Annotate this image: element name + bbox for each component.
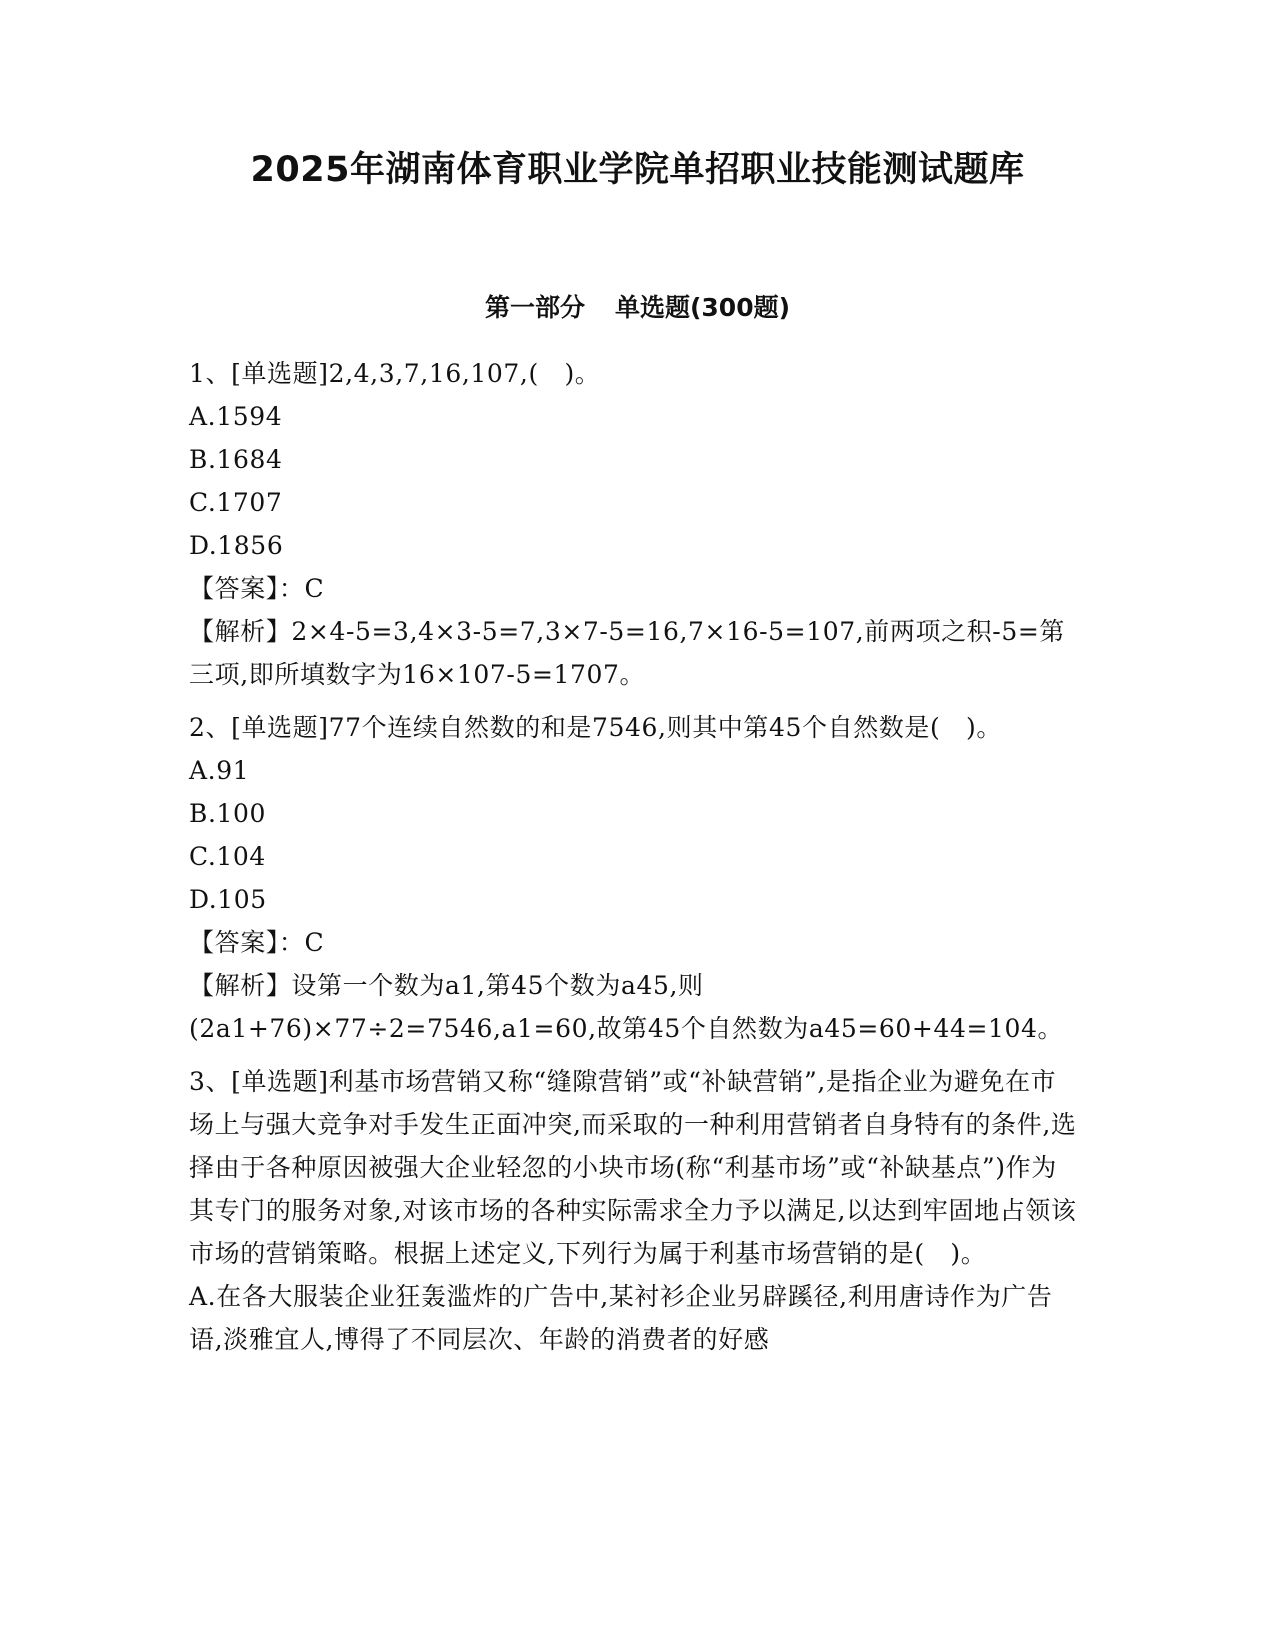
question-stem: 1、[单选题]2,4,3,7,16,107,( )。	[189, 359, 601, 388]
option-c: C.104	[189, 842, 266, 871]
question-stem: 3、[单选题]利基市场营销又称“缝隙营销”或“补缺营销”,是指企业为避免在市场上与强大竞争对手发生正面冲突,而采取的一种利用营销者自身特有的条件,选择由于各种原因被强大企业轻忽的小块市场(称“利基市场”或“补缺基点”)作为其专门的服务对象,对该市场的各种实际需求全力予以满足,以达到牢固地占领该市场的营销策略。根据上述定义,下列行为属于利基市场营销的是( )。	[189, 1067, 1077, 1268]
answer-text: 【答案】：C	[189, 574, 325, 603]
section-name: 单选题(300题)	[614, 293, 791, 322]
option-b: B.100	[189, 799, 267, 828]
question-1	[189, 352, 1079, 696]
option-a: A.在各大服装企业狂轰滥炸的广告中,某衬衫企业另辟蹊径,利用唐诗作为广告语,淡雅宜人,博得了不同层次、年龄的消费者的好感	[189, 1282, 1053, 1354]
question-3	[189, 1060, 1079, 1361]
analysis-text: 【解析】2×4-5=3,4×3-5=7,3×7-5=16,7×16-5=107,前两项之积-5=第三项,即所填数字为16×107-5=1707。	[189, 617, 1065, 689]
option-b: B.1684	[189, 445, 283, 474]
option-list	[189, 749, 1079, 921]
question-2	[189, 706, 1079, 1050]
analysis-text: 【解析】设第一个数为a1,第45个数为a45,则(2a1+76)×77÷2=7546,a1=60,故第45个自然数为a45=60+44=104。	[189, 971, 1064, 1043]
question-list	[189, 352, 1079, 1371]
option-d: D.1856	[189, 531, 284, 560]
section-part: 第一部分	[484, 293, 585, 322]
answer-text: 【答案】：C	[189, 928, 325, 957]
question-stem: 2、[单选题]77个连续自然数的和是7546,则其中第45个自然数是( )。	[189, 713, 1002, 742]
option-a: A.1594	[189, 402, 283, 431]
option-d: D.105	[189, 885, 267, 914]
document-title: 2025年湖南体育职业学院单招职业技能测试题库	[250, 150, 1025, 190]
section-heading	[0, 290, 1275, 326]
option-c: C.1707	[189, 488, 283, 517]
option-list	[189, 395, 1079, 567]
option-list	[189, 1275, 1079, 1361]
option-a: A.91	[189, 756, 250, 785]
